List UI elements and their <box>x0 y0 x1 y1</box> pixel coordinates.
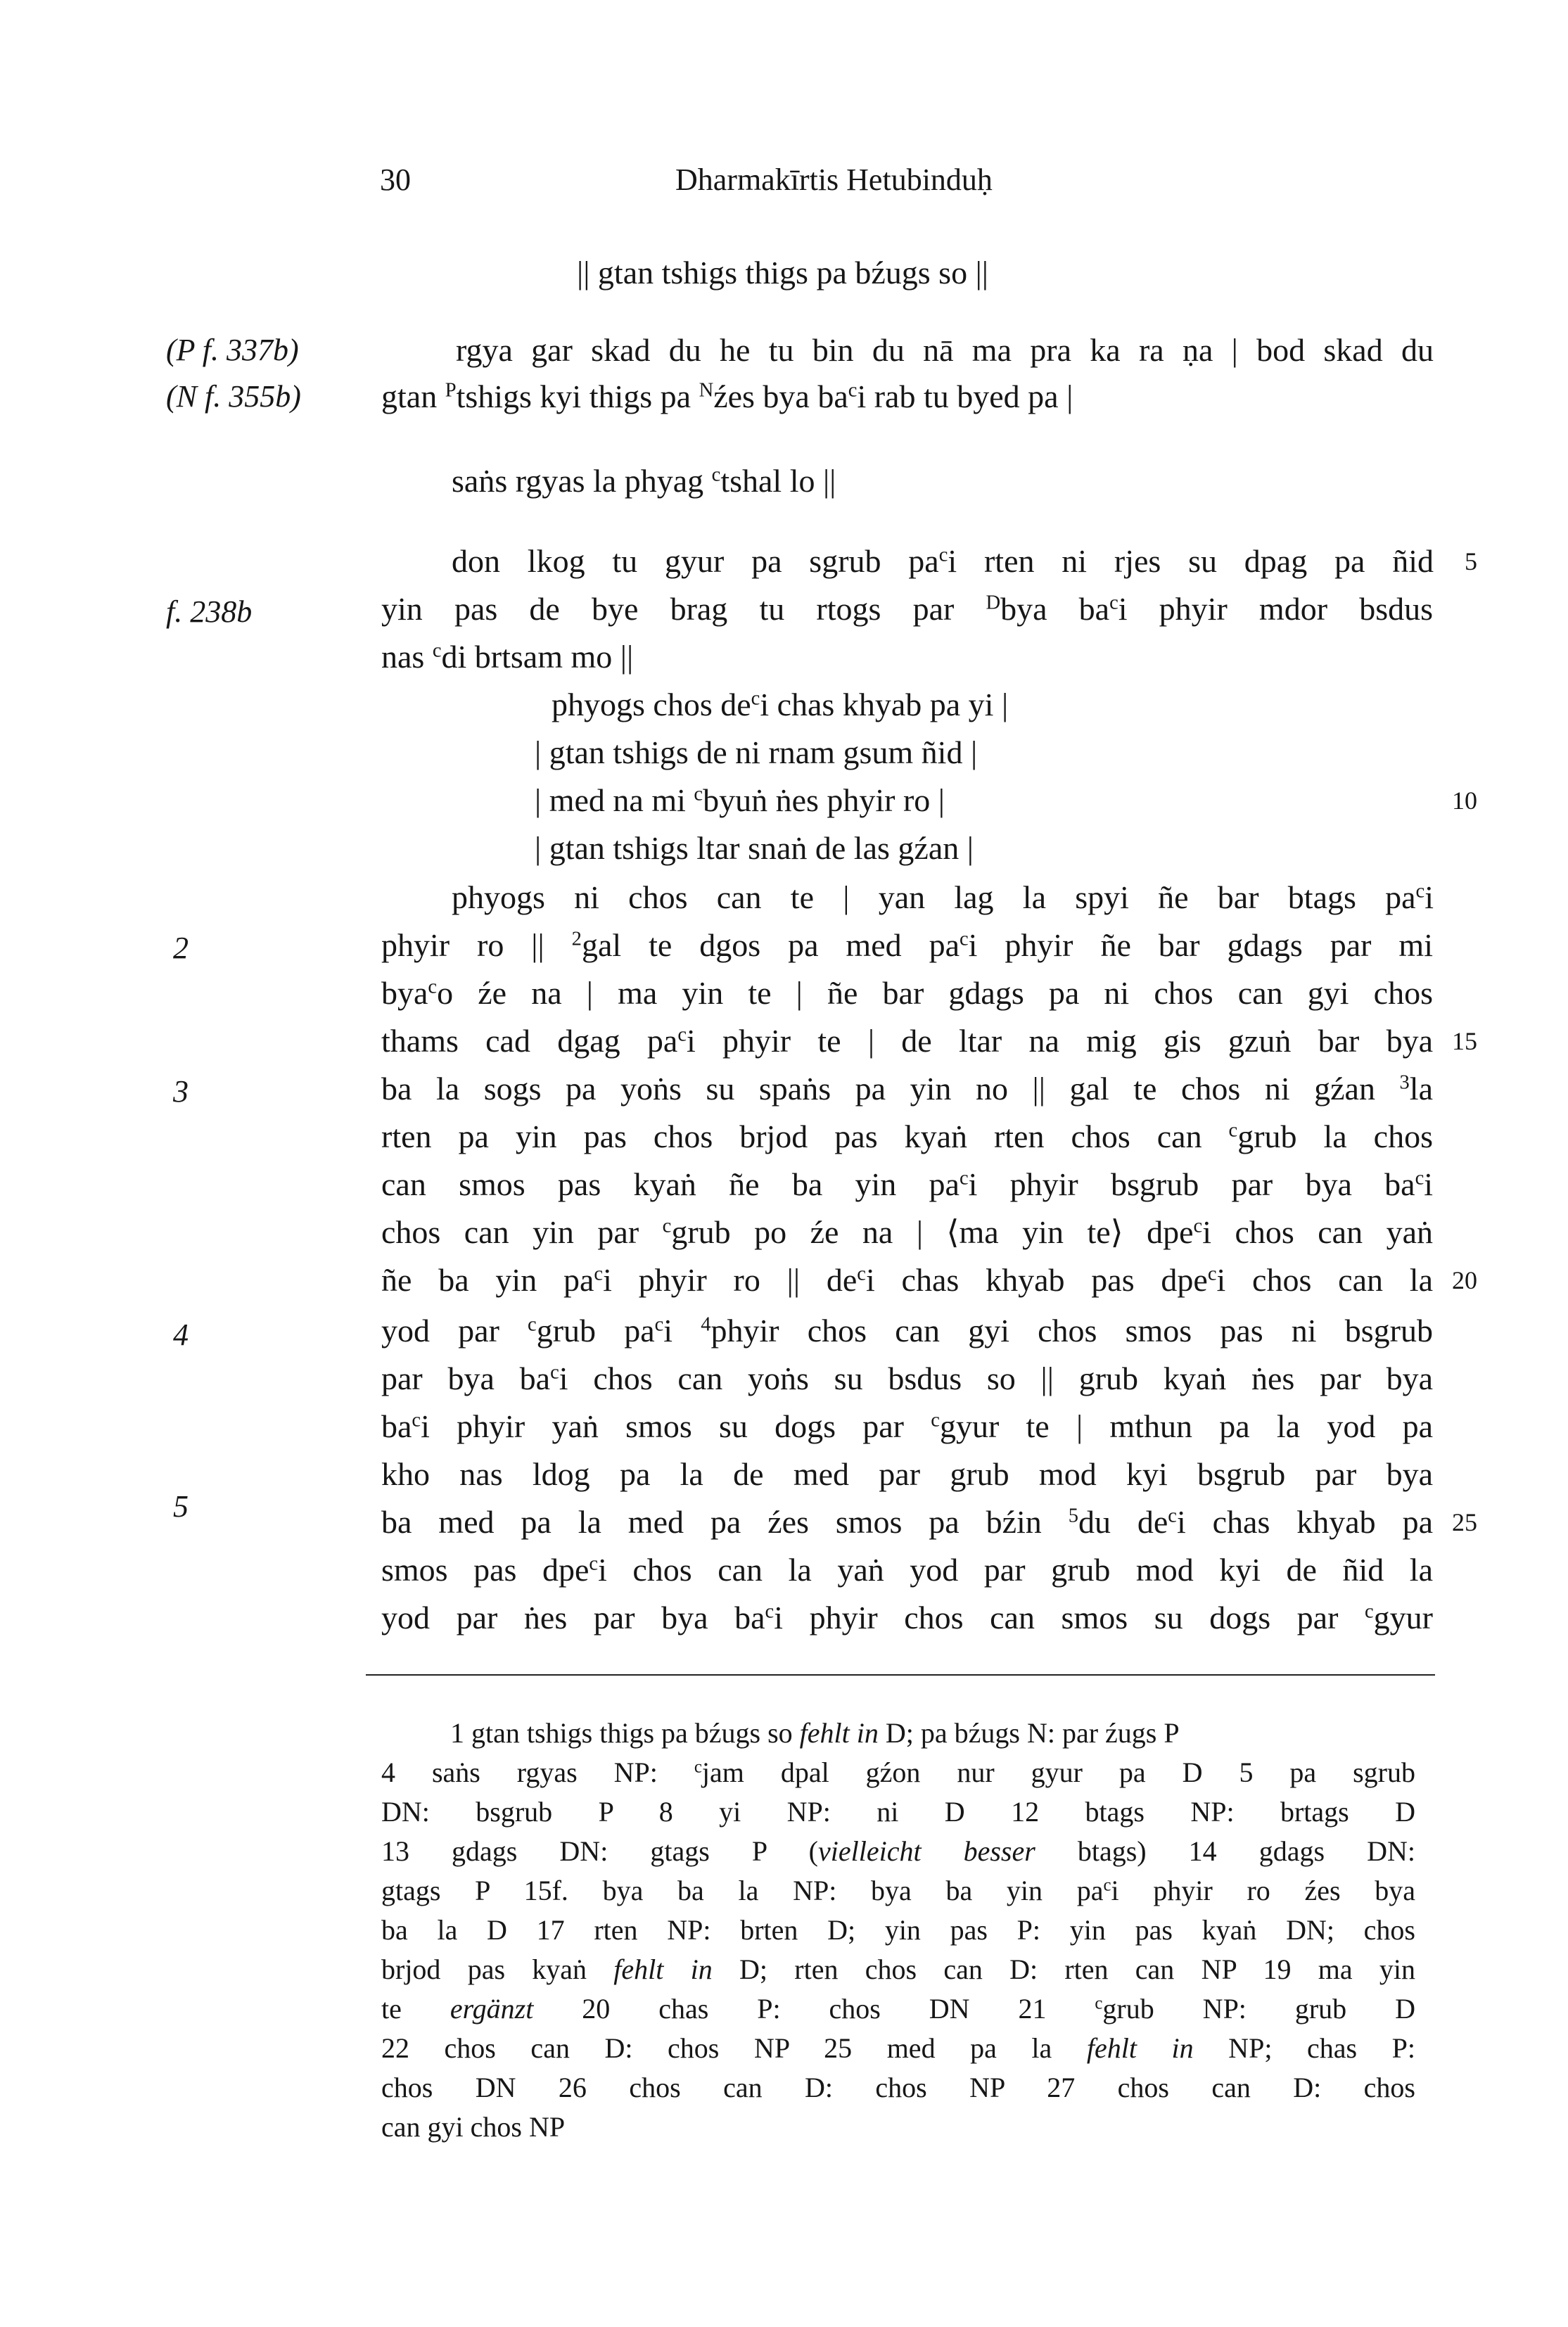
text-line-4: don lkog tu gyur pa sgrub $pa^ci$ rten ni rjes su dpag pa ñid <box>452 543 1434 579</box>
text-line-15: ba la sogs pa yoṅs su spaṅs pa yin no || gal te chos ni gźan $^3$la <box>381 1071 1433 1107</box>
text-line-5: yin pas de bye brag tu rtogs par $^D$bya $ba^ci$ phyir mdor bsdus <box>381 591 1433 627</box>
footnote-line-6: ba la D 17 rten NP: brten D; yin pas P: yin pas kyaṅ DN; chos <box>381 1914 1415 1946</box>
text-line-25: smos pas dpe$^c$i chos can la yaṅ yod par grub mod kyi de ñid la <box>381 1552 1433 1588</box>
line-number-15: 15 <box>1452 1027 1477 1055</box>
text-line-21: par bya $ba^ci$ chos can yoṅs su bsdus so || grub kyaṅ ṅes par bya <box>381 1360 1433 1396</box>
footnote-line-10: chos DN 26 chos can D: chos NP 27 chos can D: chos <box>381 2072 1415 2103</box>
margin-ref-folio: f. 238b <box>166 594 253 629</box>
margin-ref-2: 2 <box>173 931 189 965</box>
footnote-line-5: gtags P 15f. bya ba la NP: bya ba yin $pa^ci$ phyir ro źes bya <box>381 1875 1416 1906</box>
margin-ref-n: (N f. 355b) <box>166 379 301 414</box>
footnote-rule <box>366 1674 1435 1676</box>
footnote-line-7: brjod pas kyaṅ fehlt in D; rten chos can D: rten can NP 19 ma yin <box>381 1953 1415 1985</box>
running-title: Dharmakīrtis Hetubinduḥ <box>675 162 993 197</box>
margin-ref-p: (P f. 337b) <box>166 333 299 367</box>
footnote-line-1: 1 gtan tshigs thigs pa bźugs so fehlt in D; pa bźugs N: par źugs P <box>450 1717 1180 1749</box>
text-line-18: chos can yin par $^c$grub po źe na | ⟨ma yin te⟩ dpe$^c$i chos can yaṅ <box>381 1214 1434 1250</box>
line-number-5: 5 <box>1465 547 1477 575</box>
text-line-17: can smos pas kyaṅ ñe ba yin $pa^ci$ phyir bsgrub par bya $ba^ci$ <box>381 1166 1434 1202</box>
text-line-20: yod par $^c$grub $pa^ci$ $^4$phyir chos can gyi chos smos pas ni bsgrub <box>381 1313 1433 1349</box>
text-line-6: nas $^c$di brtsam mo || <box>381 639 634 675</box>
footnote-line-3: DN: bsgrub P 8 yi NP: ni D 12 btags NP: brtags D <box>381 1796 1415 1828</box>
line-number-25: 25 <box>1452 1508 1477 1536</box>
margin-ref-5: 5 <box>173 1489 189 1524</box>
text-line-26: yod par ṅes par bya $ba^ci$ phyir chos can smos su dogs par $^c$gyur <box>381 1600 1433 1636</box>
footnote-line-2: 4 saṅs rgyas NP: $^c$jam dpal gźon nur gyur pa D 5 pa sgrub <box>381 1757 1415 1788</box>
text-line-14: thams cad dgag $pa^ci$ phyir te | de ltar na mig gis gzuṅ bar bya <box>381 1023 1433 1059</box>
footnote-line-4: 13 gdags DN: gtags P (vielleicht besser btags) 14 gdags DN: <box>381 1835 1415 1867</box>
line-number-20: 20 <box>1452 1266 1477 1294</box>
verse-line-4: | gtan tshigs ltar snaṅ de las gźan | <box>535 830 974 866</box>
text-line-2: gtan $^P$tshigs kyi thigs pa $^N$źes bya $ba^ci$ rab tu byed pa | <box>381 378 1073 414</box>
footnote-line-11: can gyi chos NP <box>381 2111 566 2143</box>
footnote-line-9: 22 chos can D: chos NP 25 med pa la fehlt in NP; chas P: <box>381 2032 1415 2064</box>
text-line-22: $ba^ci$ phyir yaṅ smos su dogs par $^c$gyur te | mthun pa la yod pa <box>381 1408 1433 1444</box>
text-line-23: kho nas ldog pa la de med par grub mod kyi bsgrub par bya <box>381 1456 1433 1492</box>
margin-ref-4: 4 <box>173 1318 189 1352</box>
text-line-13: bya$^c$o źe na | ma yin te | ñe bar gdags pa ni chos can gyi chos <box>381 975 1433 1011</box>
footnote-line-8: te ergänzt 20 chas P: chos DN 21 $^c$grub NP: grub D <box>381 1993 1415 2025</box>
text-line-19: ñe ba yin $pa^ci$ phyir ro || $de^ci$ chas khyab pas dpe$^c$i chos can la <box>381 1262 1433 1298</box>
line-number-10: 10 <box>1452 786 1477 815</box>
text-line-16: rten pa yin pas chos brjod pas kyaṅ rten chos can $^c$grub la chos <box>381 1118 1433 1154</box>
page-number: 30 <box>380 162 411 197</box>
text-line-12: phyir ro || $^2$gal te dgos pa med $pa^ci$ phyir ñe bar gdags par mi <box>381 927 1433 963</box>
text-line-24: ba med pa la med pa źes smos pa bźin $^5$du $de^ci$ chas khyab pa <box>381 1504 1433 1540</box>
text-line-3: saṅs rgyas la phyag $^c$tshal lo || <box>452 463 836 499</box>
verse-line-3: | med na mi $^c$byuṅ ṅes phyir ro | <box>535 782 945 818</box>
text-line-1: rgya gar skad du he tu bin du nā ma pra ka ra ṇa | bod skad du <box>456 332 1434 368</box>
verse-line-1: phyogs chos $de^ci$ chas khyab pa yi | <box>552 687 1009 722</box>
verse-line-2: | gtan tshigs de ni rnam gsum ñid | <box>535 734 978 770</box>
text-line-11: phyogs ni chos can te | yan lag la spyi ñe bar btags $pa^ci$ <box>452 879 1434 915</box>
margin-ref-3: 3 <box>173 1074 189 1109</box>
section-title: || gtan tshigs thigs pa bźugs so || <box>577 255 988 291</box>
